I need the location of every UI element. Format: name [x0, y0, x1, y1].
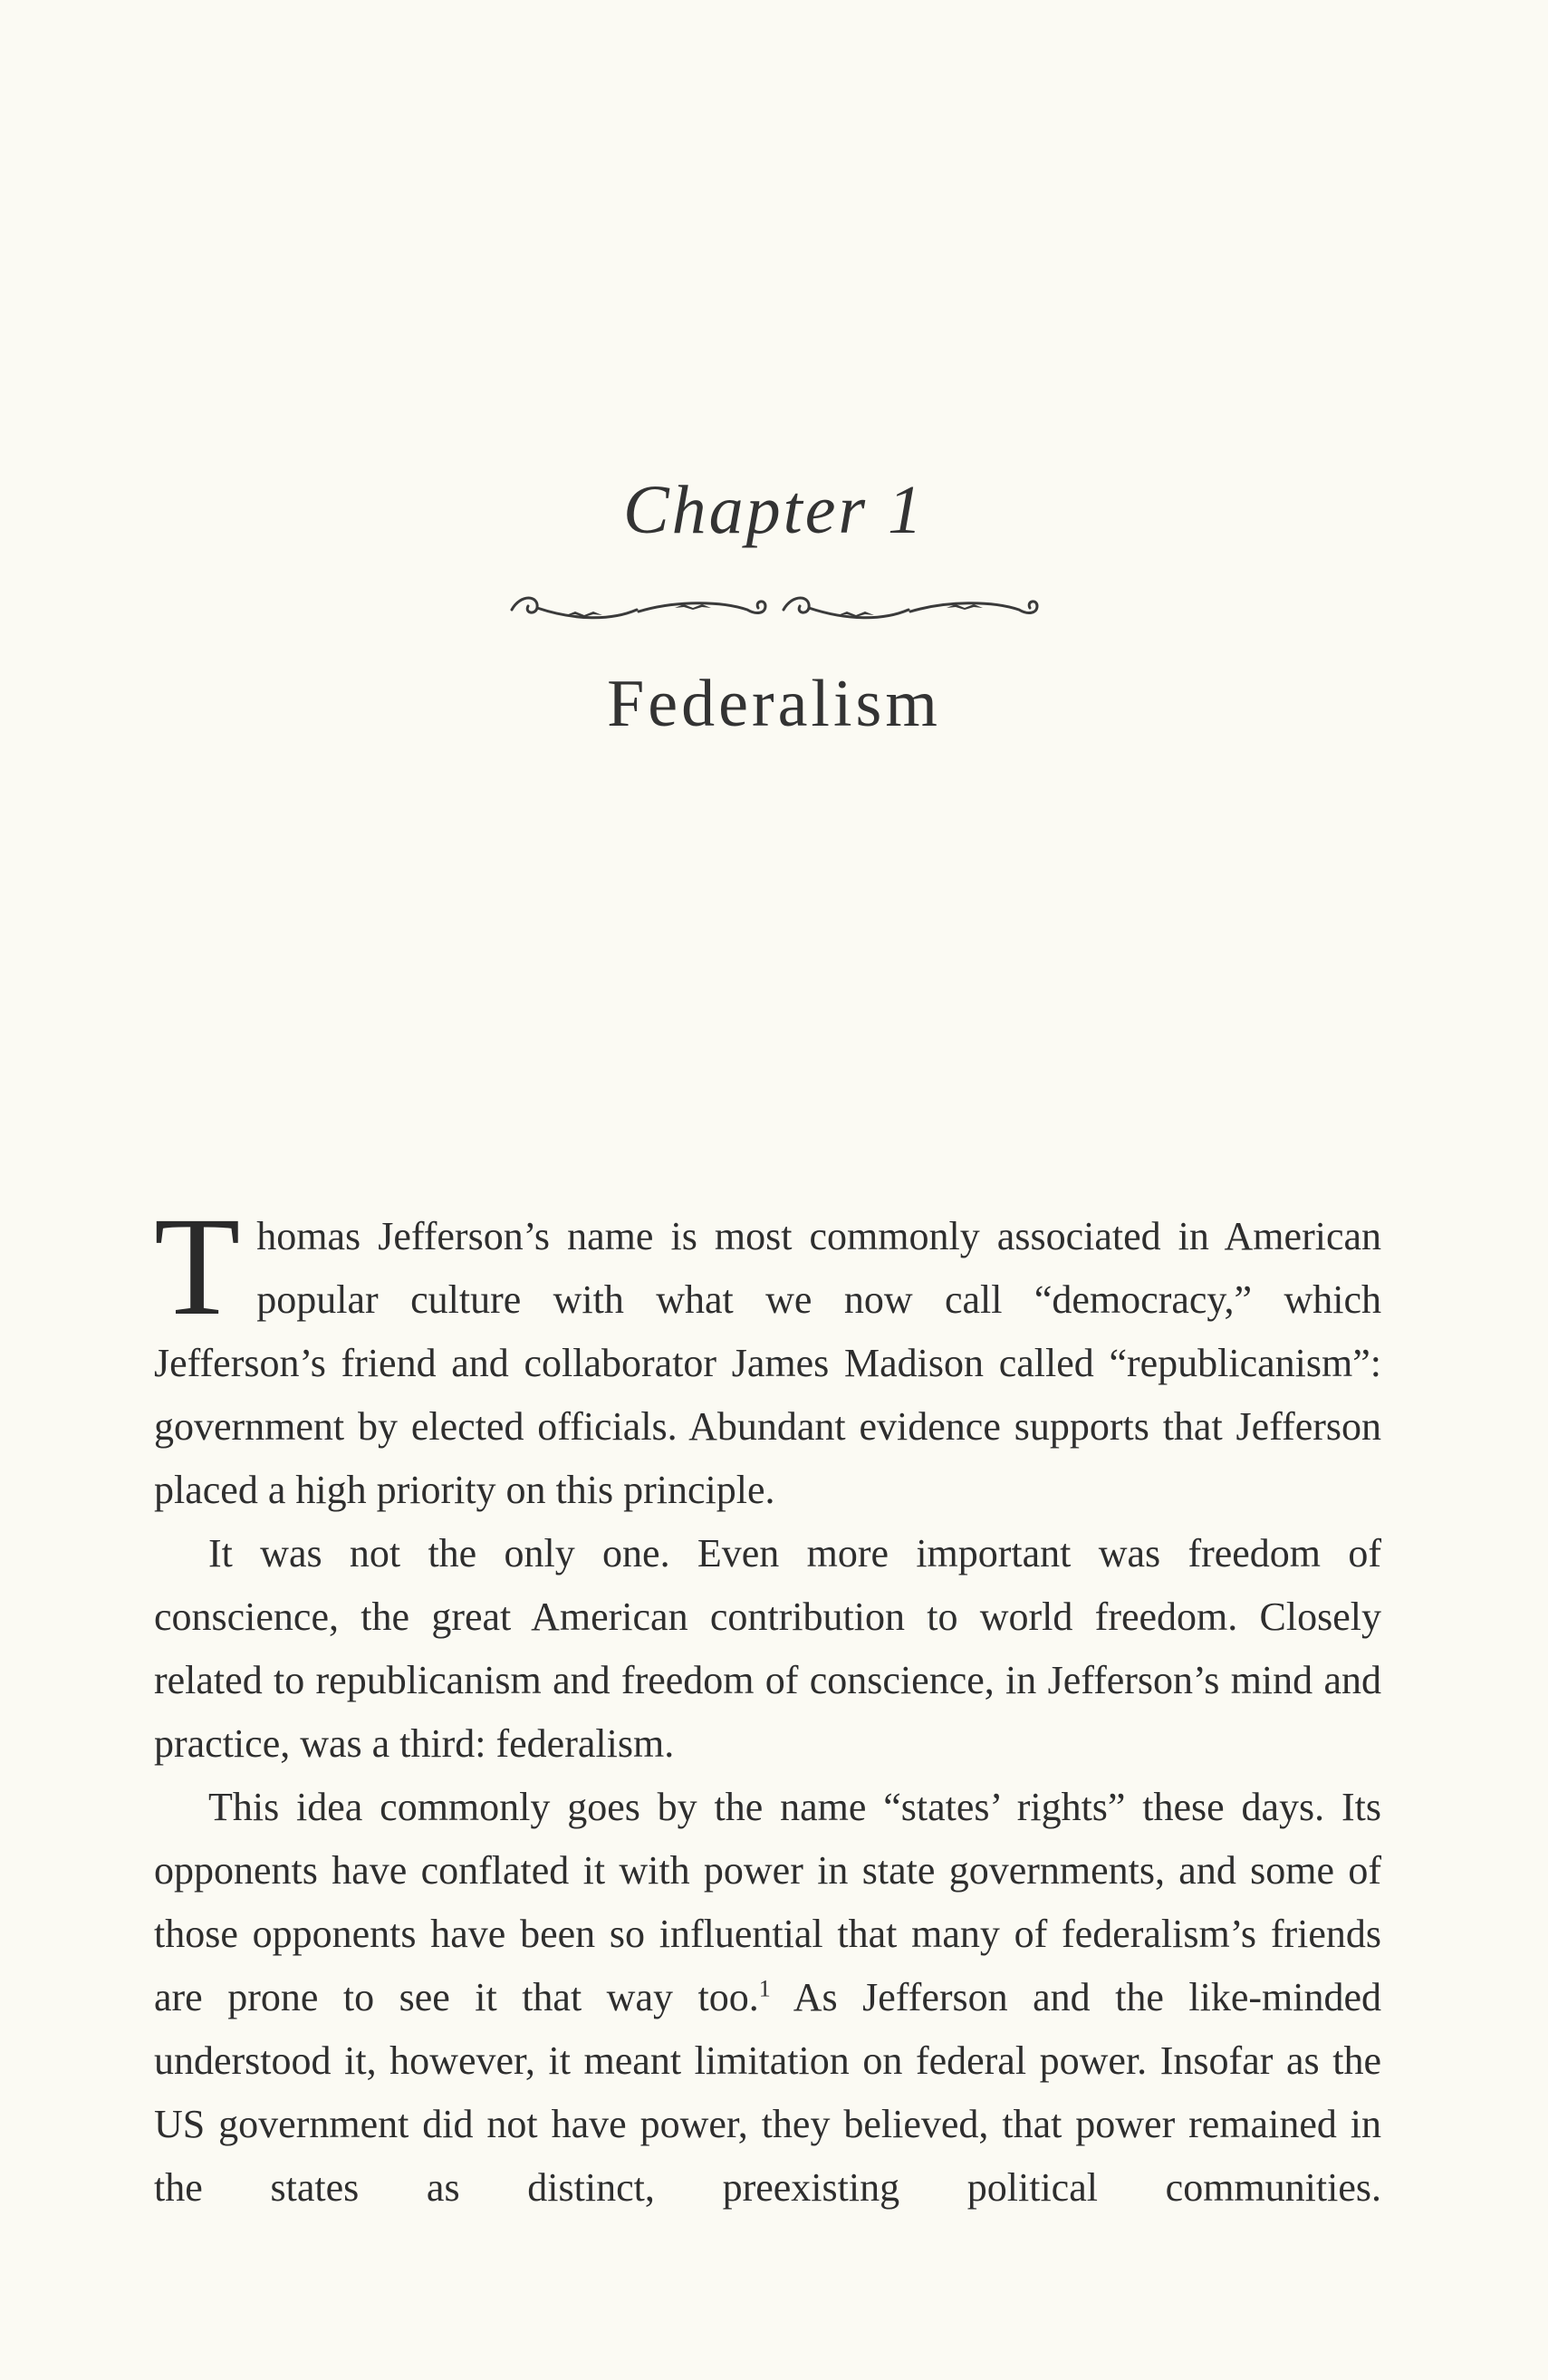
- paragraph-text: homas Jefferson’s name is most commonly associated in American popular culture with what we now call “democracy,” which Jefferson’s friend and collaborator James Madison called “republicanism”: government by elected officials. Abundant evidence supports that Jefferson placed a high priority on this principle.: [154, 1214, 1381, 1512]
- chapter-body: [154, 1188, 1381, 2220]
- chapter-label: Chapter 1: [622, 472, 926, 548]
- paragraph-1: [154, 1188, 1381, 1522]
- paragraph-text: It was not the only one. Even more important was freedom of conscience, the great American contribution to world freedom. Closely related to republicanism and freedom of conscience, in Jefferson’s mind and practice, was a third: federalism.: [154, 1531, 1381, 1766]
- paragraph-text: This idea commonly goes by the name “states’ rights” these days. Its opponents have conflated it with power in state governments, and some of those opponents have been so influential that many of federalism’s friends are prone to see it that way too.: [154, 1785, 1381, 2019]
- drop-cap: T: [154, 1188, 241, 1344]
- paragraph-text-continued: As Jefferson and the like-minded understood it, however, it meant limitation on federal power. Insofar as the US government did not have power, they believed, that power remained in the states as distinct, preexisting political communities.: [154, 1975, 1381, 2210]
- footnote-marker[interactable]: 1: [758, 1975, 771, 2002]
- scroll-ornament-icon: [503, 584, 1046, 630]
- chapter-title: Federalism: [607, 667, 941, 741]
- paragraph-2: [154, 1522, 1381, 1776]
- paragraph-3: [154, 1776, 1381, 2220]
